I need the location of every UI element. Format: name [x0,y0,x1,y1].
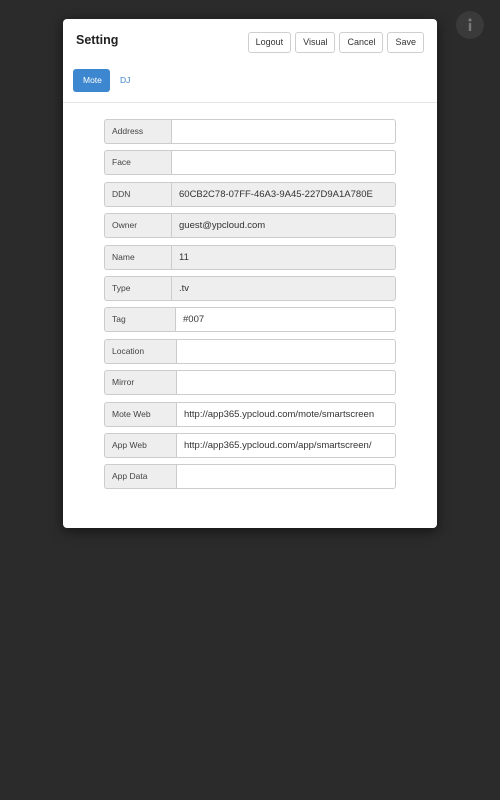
header-button-group [248,32,424,53]
form-row-tag [104,307,396,332]
form-row-type [104,276,396,301]
face-field[interactable] [171,150,396,175]
form-row-mirror [104,370,396,395]
location-field[interactable] [176,339,396,364]
ddn-label: DDN [104,182,171,207]
form-row-mote-web [104,402,396,427]
settings-form [104,119,396,496]
tab-dj[interactable]: DJ [120,75,131,85]
form-row-address [104,119,396,144]
tag-label: Tag [104,307,175,332]
form-row-app-web [104,433,396,458]
save-button[interactable]: Save [387,32,424,53]
name-field: 11 [171,245,396,270]
form-row-location [104,339,396,364]
face-label: Face [104,150,171,175]
address-label: Address [104,119,171,144]
form-row-app-data [104,464,396,489]
name-label: Name [104,245,171,270]
form-row-face [104,150,396,175]
mirror-field[interactable] [176,370,396,395]
mote-web-field[interactable]: http://app365.ypcloud.com/mote/smartscreen [176,402,396,427]
tab-mote[interactable]: Mote [73,69,110,92]
form-row-name [104,245,396,270]
settings-dialog [63,19,437,528]
type-field: .tv [171,276,396,301]
mirror-label: Mirror [104,370,176,395]
info-button[interactable] [456,11,484,39]
form-row-owner [104,213,396,238]
app-data-field[interactable] [176,464,396,489]
dialog-tabs [73,69,140,92]
owner-field: guest@ypcloud.com [171,213,396,238]
mote-web-label: Mote Web [104,402,176,427]
cancel-button[interactable]: Cancel [339,32,383,53]
app-web-field[interactable]: http://app365.ypcloud.com/app/smartscreen/ [176,433,396,458]
app-web-label: App Web [104,433,176,458]
address-field[interactable] [171,119,396,144]
ddn-field: 60CB2C78-07FF-46A3-9A45-227D9A1A780E [171,182,396,207]
logout-button[interactable]: Logout [248,32,292,53]
type-label: Type [104,276,171,301]
dialog-title: Setting [76,33,119,47]
owner-label: Owner [104,213,171,238]
dialog-header [63,19,437,103]
location-label: Location [104,339,176,364]
visual-button[interactable]: Visual [295,32,335,53]
tag-field[interactable]: #007 [175,307,396,332]
app-data-label: App Data [104,464,176,489]
form-row-ddn [104,182,396,207]
info-icon [464,17,476,33]
